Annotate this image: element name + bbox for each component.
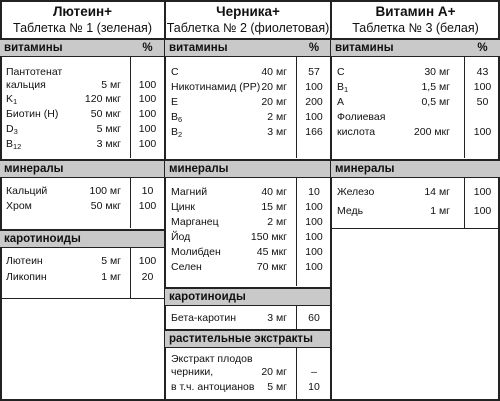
percent: 60	[308, 312, 320, 324]
percent: –	[311, 366, 317, 378]
nutrient-name: A	[337, 96, 345, 108]
section-vitamins	[165, 38, 331, 57]
amount: 2 мг	[267, 111, 287, 123]
amount: 45 мкг	[256, 246, 287, 258]
section-title: минералы	[4, 163, 64, 175]
percent: 10	[141, 185, 154, 197]
amount: 5 мг	[101, 255, 121, 267]
column-header	[331, 0, 500, 38]
section-carotenoids	[165, 287, 331, 306]
section-title: витамины	[335, 42, 394, 54]
percent: 100	[473, 126, 492, 138]
section-vitamins	[0, 38, 165, 57]
percent: 50	[476, 96, 489, 108]
amount: 50 мкг	[90, 108, 121, 120]
percent-header: %	[308, 42, 320, 54]
table-row	[165, 201, 331, 214]
amount: 15 мг	[261, 201, 287, 213]
percent: 10	[308, 186, 320, 198]
section-title: каротиноиды	[169, 291, 246, 303]
amount: 1,5 мг	[421, 81, 450, 93]
table-row	[0, 93, 165, 106]
nutrient-name: Никотинамид (PP)	[171, 81, 261, 93]
nutrient-name: Медь	[337, 205, 364, 217]
section-minerals	[331, 159, 500, 178]
percent: 100	[305, 216, 323, 228]
amount: 50 мкг	[90, 200, 121, 212]
table-row	[0, 123, 165, 136]
percent: 100	[305, 201, 323, 213]
percent: 100	[138, 123, 157, 135]
table-row	[0, 185, 165, 198]
percent: 100	[138, 93, 157, 105]
amount: 5 мкг	[96, 123, 121, 135]
nutrient-name: $B_6$	[171, 111, 183, 124]
percent: 166	[305, 126, 323, 138]
table-row	[165, 261, 331, 274]
amount: 1 мг	[430, 205, 450, 217]
table-row	[165, 81, 331, 94]
column-end-line	[0, 298, 165, 299]
column-header	[165, 0, 331, 38]
column-lutein	[0, 0, 165, 401]
table-row	[165, 96, 331, 109]
percent: 43	[476, 66, 489, 78]
amount: 30 мг	[424, 66, 450, 78]
nutrient-name: Лютеин	[6, 255, 43, 267]
nutrient-name: в т.ч. антоцианов	[171, 381, 255, 393]
table-row	[331, 81, 500, 94]
amount: 40 мг	[261, 66, 287, 78]
table-row	[165, 231, 331, 244]
amount: 3 мкг	[96, 138, 121, 150]
nutrient-name: $B_1$	[337, 81, 349, 94]
column-end-line	[331, 228, 500, 229]
nutrient-name: кальция	[6, 79, 46, 91]
percent: 100	[473, 186, 492, 198]
section-title: каротиноиды	[4, 233, 81, 245]
percent: 200	[305, 96, 323, 108]
amount: 150 мкг	[250, 231, 287, 243]
table-row	[165, 126, 331, 139]
section-plant-extracts	[165, 329, 331, 348]
nutrient-name: Пантотенат	[6, 66, 63, 78]
amount: 120 мкг	[84, 93, 121, 105]
amount: 3 мг	[267, 312, 287, 324]
percent: 20	[141, 271, 154, 283]
table-row	[0, 138, 165, 151]
table-row	[331, 126, 500, 139]
nutrient-name: C	[337, 66, 345, 78]
table-row	[165, 66, 331, 79]
nutrient-name: Магний	[171, 186, 208, 198]
nutrient-name: E	[171, 96, 179, 108]
table-row	[0, 200, 165, 213]
section-title: растительные экстракты	[169, 333, 313, 345]
amount: 0,5 мг	[421, 96, 450, 108]
section-minerals	[165, 159, 331, 178]
nutrient-name: $D_3$	[6, 123, 18, 136]
table-row	[331, 66, 500, 79]
table-row	[165, 111, 331, 124]
nutrient-name: Марганец	[171, 216, 219, 228]
amount: 2 мг	[267, 216, 287, 228]
section-minerals	[0, 159, 165, 178]
nutrient-name: Экстракт плодов	[171, 353, 253, 365]
percent: 100	[305, 81, 323, 93]
percent: 100	[305, 261, 323, 273]
column-title: Лютеин+	[52, 4, 113, 19]
amount: 14 мг	[424, 186, 450, 198]
percent: 100	[138, 255, 157, 267]
table-row	[165, 312, 331, 325]
percent-header: %	[477, 42, 488, 54]
nutrient-name: $B_2$	[171, 126, 183, 139]
table-row	[331, 186, 500, 199]
table-row	[165, 216, 331, 229]
percent: 100	[138, 79, 157, 91]
nutrient-name: кислота	[337, 126, 376, 138]
nutrient-name: $B_{12}$	[6, 138, 22, 151]
nutrient-name: Бета-каротин	[171, 312, 236, 324]
table-row	[165, 186, 331, 199]
column-subtitle: Таблетка № 1 (зеленая)	[13, 21, 152, 35]
amount: 70 мкг	[256, 261, 287, 273]
nutrient-name: Железо	[337, 186, 375, 198]
section-title: витамины	[4, 42, 63, 54]
percent-header: %	[142, 42, 153, 54]
percent: 57	[308, 66, 320, 78]
percent: 100	[473, 81, 492, 93]
nutrient-name: Биотин (H)	[6, 108, 59, 120]
column-vitamin-a	[331, 0, 500, 401]
nutrient-name: Йод	[171, 231, 191, 243]
column-title: Витамин А+	[375, 4, 456, 19]
nutrient-name: Цинк	[171, 201, 196, 213]
section-title: минералы	[335, 163, 395, 175]
nutrient-name: Фолиевая	[337, 111, 386, 123]
amount: 5 мг	[267, 381, 287, 393]
amount: 20 мг	[261, 96, 287, 108]
section-title: витамины	[169, 42, 228, 54]
column-subtitle: Таблетка № 2 (фиолетовая)	[166, 21, 330, 35]
nutrient-name: Молибден	[171, 246, 221, 258]
section-carotenoids	[0, 229, 165, 248]
column-title: Черника+	[216, 4, 280, 19]
amount: 40 мг	[261, 186, 287, 198]
table-row	[331, 96, 500, 109]
amount: 20 мг	[261, 366, 287, 378]
nutrient-name: черники,	[171, 366, 214, 378]
amount: 3 мг	[267, 126, 287, 138]
table-row	[0, 108, 165, 121]
percent: 100	[138, 108, 157, 120]
percent: 100	[473, 205, 492, 217]
percent: 100	[305, 231, 323, 243]
table-row	[165, 246, 331, 259]
nutrient-name: Селен	[171, 261, 202, 273]
nutrient-name: Ликопин	[6, 271, 47, 283]
percent: 100	[138, 138, 157, 150]
percent: 100	[138, 200, 157, 212]
nutrient-name: Кальций	[6, 185, 48, 197]
amount: 100 мг	[89, 185, 121, 197]
table-row	[0, 271, 165, 284]
table-row	[165, 353, 331, 366]
amount: 5 мг	[101, 79, 121, 91]
nutrient-name: $K_1$	[6, 93, 18, 106]
percent: 100	[305, 246, 323, 258]
percent: 10	[308, 381, 320, 393]
nutrient-name: Хром	[6, 200, 32, 212]
table-row	[165, 366, 331, 379]
column-blueberry	[165, 0, 331, 401]
percent: 100	[305, 111, 323, 123]
nutrient-name: C	[171, 66, 179, 78]
section-vitamins	[331, 38, 500, 57]
amount: 20 мг	[261, 81, 287, 93]
table-row	[331, 205, 500, 218]
column-header	[0, 0, 165, 38]
table-row	[165, 381, 331, 394]
table-row	[331, 111, 500, 124]
amount: 200 мкг	[413, 126, 450, 138]
amount: 1 мг	[101, 271, 121, 283]
column-subtitle: Таблетка № 3 (белая)	[352, 21, 479, 35]
table-row	[0, 255, 165, 268]
section-title: минералы	[169, 163, 229, 175]
table-row	[0, 66, 165, 79]
table-row	[0, 79, 165, 92]
